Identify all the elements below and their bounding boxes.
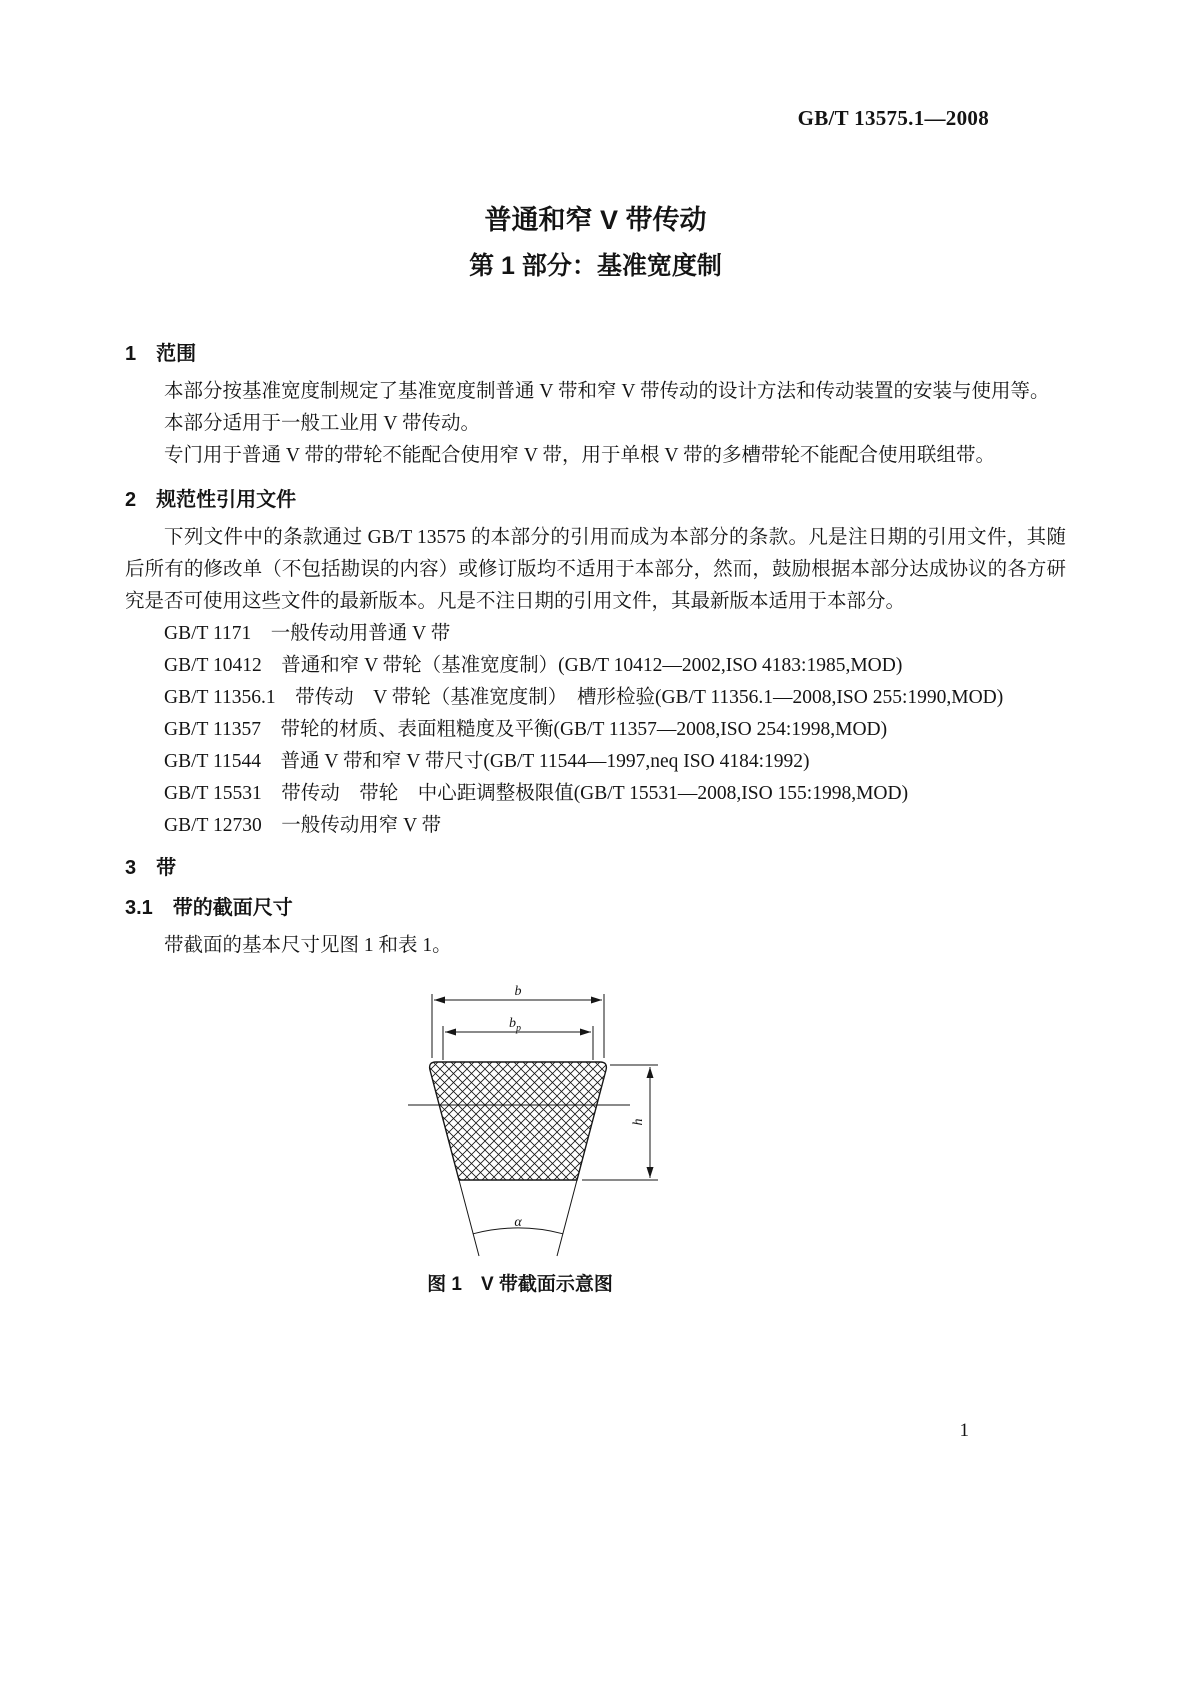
reference-item: GB/T 12730 一般传动用窄 V 带 — [164, 815, 442, 836]
belt-cross-section-shape — [430, 1062, 607, 1180]
section-3-1-heading: 3.1 带的截面尺寸 — [125, 897, 293, 919]
reference-item: GB/T 11357 带轮的材质、表面粗糙度及平衡(GB/T 11357—2008,ISO 254:1998,MOD) — [164, 719, 888, 740]
section-1-heading: 1 范围 — [125, 343, 197, 365]
figure-1-caption: 图 1 V 带截面示意图 — [427, 1274, 613, 1295]
dimension-b-label: b — [514, 984, 522, 999]
reference-item: GB/T 15531 带传动 带轮 中心距调整极限值(GB/T 15531—2008,ISO 155:1998,MOD) — [164, 783, 909, 804]
section-1-paragraph-1: 本部分按基准宽度制规定了基准宽度制普通 V 带和窄 V 带传动的设计方法和传动装置的安装与使用等。 — [164, 381, 1050, 402]
reference-item: GB/T 11544 普通 V 带和窄 V 带尺寸(GB/T 11544—1997,neq ISO 4184:1992) — [164, 751, 810, 772]
section-2-heading: 2 规范性引用文件 — [125, 489, 297, 511]
doc-title-line1: 普通和窄 V 带传动 — [484, 205, 707, 235]
page-content — [125, 0, 1066, 1298]
reference-item: GB/T 1171 一般传动用普通 V 带 — [164, 623, 451, 644]
dimension-alpha — [459, 1180, 577, 1256]
dimension-h-label: h — [631, 1118, 646, 1126]
doc-number: GB/T 13575.1—2008 — [797, 106, 989, 130]
dimension-alpha-label: α — [514, 1215, 522, 1230]
section-3-1-paragraph: 带截面的基本尺寸见图 1 和表 1。 — [164, 935, 452, 956]
page-number: 1 — [959, 1420, 969, 1441]
section-2-intro: 下列文件中的条款通过 GB/T 13575 的本部分的引用而成为本部分的条款。凡是注日期的引用文件，其随后所有的修改单（不包括勘误的内容）或修订版均不适用于本部分，然而，鼓励根据本部分达成协议的各方研究是否可使用这些文件的最新版本。凡是不注日期的引用文件，其最新版本适用于本部分。 — [125, 527, 1066, 612]
reference-item: GB/T 10412 普通和窄 V 带轮（基准宽度制）(GB/T 10412—2002,ISO 4183:1985,MOD) — [164, 655, 903, 676]
section-3-heading: 3 带 — [125, 857, 177, 879]
dimension-bp — [443, 1016, 593, 1060]
section-1-paragraph-3: 专门用于普通 V 带的带轮不能配合使用窄 V 带，用于单根 V 带的多槽带轮不能配合使用联组带。 — [164, 445, 995, 466]
v-belt-cross-section-figure — [350, 970, 690, 1266]
section-1-paragraph-2: 本部分适用于一般工业用 V 带传动。 — [164, 413, 480, 434]
dimension-b — [432, 984, 604, 1058]
figure-1-container — [325, 970, 715, 1298]
reference-item: GB/T 11356.1 带传动 V 带轮（基准宽度制） 槽形检验(GB/T 11356.1—2008,ISO 255:1990,MOD) — [164, 687, 1004, 708]
dimension-bp-label: $b_p$ — [509, 1016, 521, 1034]
doc-title-line2: 第 1 部分：基准宽度制 — [469, 252, 722, 280]
